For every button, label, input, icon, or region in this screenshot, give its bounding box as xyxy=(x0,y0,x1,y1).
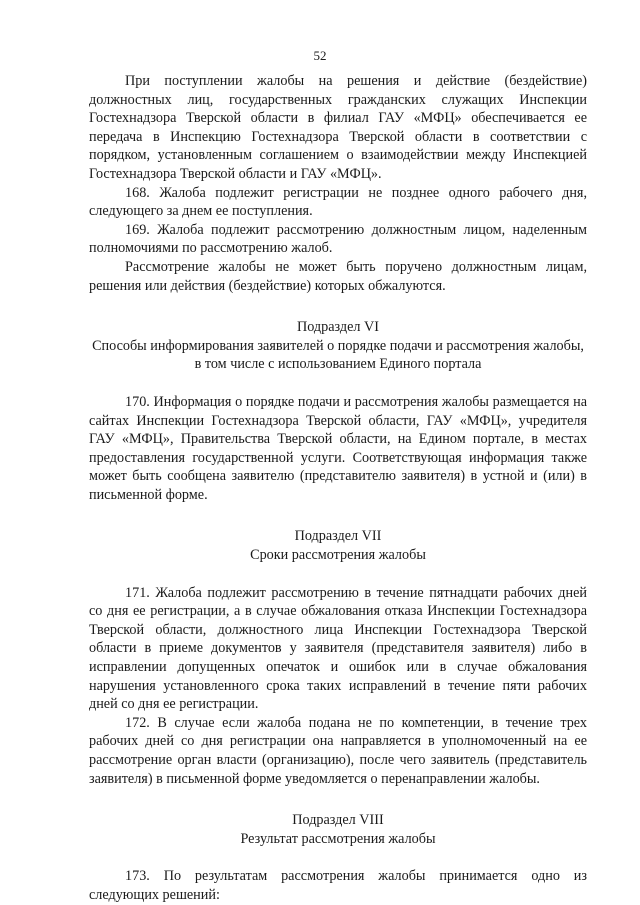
subsection-8-title: Подраздел VIII xyxy=(292,812,384,829)
paragraph-168: 168. Жалоба подлежит регистрации не позднее одного рабочего дня, следующего за днем ее поступления. xyxy=(89,184,587,220)
subsection-6-subtitle: Способы информирования заявителей о порядке подачи и рассмотрения жалобы, в том числе с использованием Единого портала xyxy=(92,337,584,373)
subsection-6-title: Подраздел VI xyxy=(296,319,379,336)
subsection-7-title: Подраздел VII xyxy=(294,528,382,545)
paragraph-mfc-transfer: При поступлении жалобы на решения и действие (бездействие) должностных лиц, государственных гражданских служащих Инспекции Гостехнадзора Тверской области в филиал ГАУ «МФЦ» обеспечивается ее передача в Инспекцию Гостехнадзора Тверской области в соответствии с порядком, установленным соглашением о взаимодействии между Инспекцией Гостехнадзора Тверской области и ГАУ «МФЦ». xyxy=(89,73,587,182)
paragraph-173: 173. По результатам рассмотрения жалобы принимается одно из следующих решений: xyxy=(89,868,587,903)
paragraph-169: 169. Жалоба подлежит рассмотрению должностным лицом, наделенным полномочиями по рассмотрению жалоб. xyxy=(89,221,587,257)
paragraph-172: 172. В случае если жалоба подана не по компетенции, в течение трех рабочих дней со дня регистрации она направляется в уполномоченный на ее рассмотрение орган власти (организацию), после чего заявитель (представитель заявителя) в письменной форме уведомляется о перенаправлении жалобы. xyxy=(89,714,587,787)
page-number: 52 xyxy=(313,48,327,63)
document-body xyxy=(89,72,587,905)
paragraph-169-note: Рассмотрение жалобы не может быть поручено должностным лицам, решения или действия (бездействие) которых обжалуются. xyxy=(89,258,587,294)
subsection-7-subtitle: Сроки рассмотрения жалобы xyxy=(250,547,426,564)
paragraph-170: 170. Информация о порядке подачи и рассмотрения жалобы размещается на сайтах Инспекции Гостехнадзора Тверской области, ГАУ «МФЦ», учредителя ГАУ «МФЦ», Правительства Тверской области, на Едином портале, в местах предоставления государственной услуги. Соответствующая информация также может быть сообщена заявителю (представителю заявителя) в устной и (или) в письменной форме. xyxy=(89,393,587,503)
subsection-8-subtitle: Результат рассмотрения жалобы xyxy=(240,830,436,847)
paragraph-171: 171. Жалоба подлежит рассмотрению в течение пятнадцати рабочих дней со дня ее регистрации, а в случае обжалования отказа Инспекции Гостехнадзора Тверской области, должностного лица Инспекции Гостехнадзора Тверской области в приеме документов у заявителя (представителя заявителя) либо в исправлении допущенных опечаток и ошибок или в случае обжалования нарушения установленного срока таких исправлений в течение пяти рабочих дней со дня ее регистрации. xyxy=(89,584,587,713)
